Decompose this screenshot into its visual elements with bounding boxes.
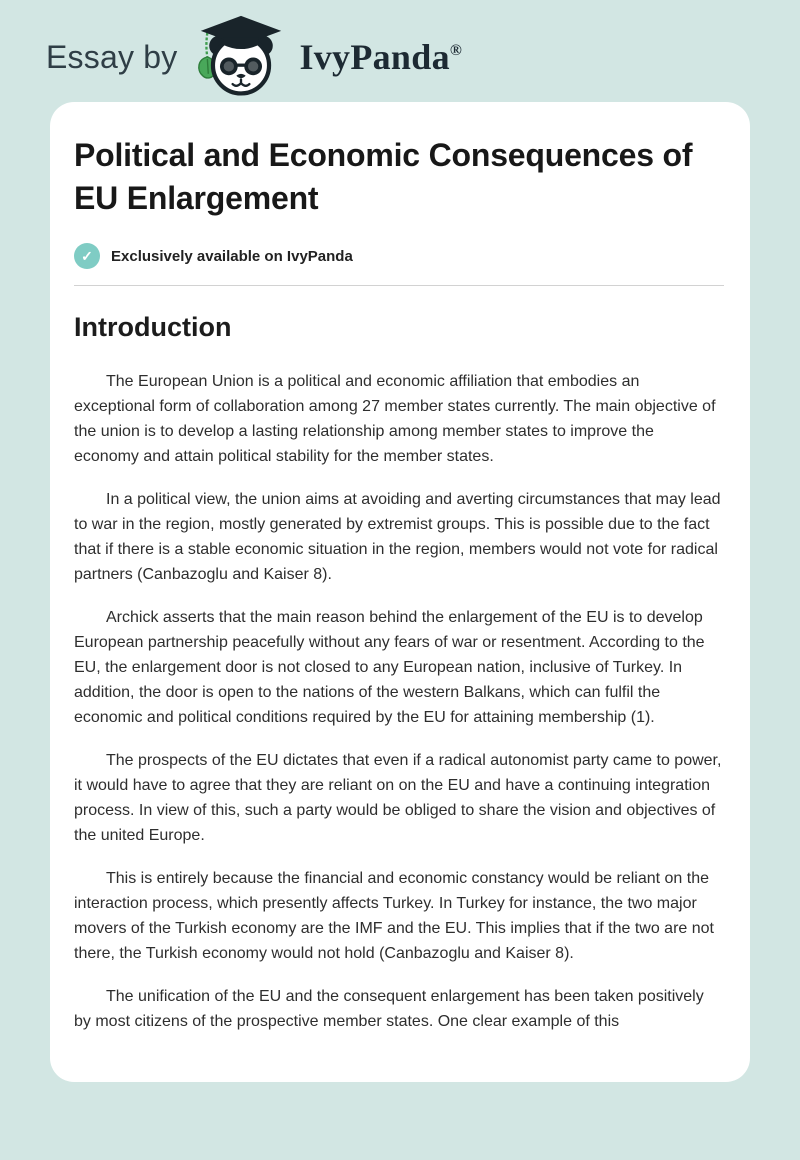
essay-by-label: Essay by [46, 38, 178, 75]
exclusive-badge-label: Exclusively available on IvyPanda [111, 247, 353, 265]
paragraph: In a political view, the union aims at avoiding and averting circumstances that may lead to war in the region, mostly generated by extremist groups. This is possible due to the fact that if there is a stable economic situation in the region, members would not vote for radical partners (Canbazoglu and Kaiser 8). [74, 491, 721, 584]
registered-trademark: ® [449, 42, 463, 59]
essay-body [74, 369, 724, 1034]
essay-card [50, 102, 750, 1082]
paragraph: The prospects of the EU dictates that even if a radical autonomist party came to power, it would have to agree that they are reliant on on the EU and have a continuing integration process. In view of this, such a party would be obliged to share the vision and objectives of the united Europe. [74, 752, 722, 845]
exclusive-badge [74, 243, 724, 269]
paragraph: Archick asserts that the main reason behind the enlargement of the EU is to develop European partnership peacefully without any fears of war or resentment. According to the EU, the enlargement door is not closed to any European nation, inclusive of Turkey. In addition, the door is open to the nations of the western Balkans, which can fulfil the economic and political conditions required by the EU for attaining membership (1). [74, 609, 705, 727]
check-icon: ✓ [74, 243, 100, 269]
page-title: Political and Economic Consequences of EU Enlargement [74, 137, 693, 216]
section-heading-introduction: Introduction [74, 312, 232, 343]
paragraph: This is entirely because the financial and economic constancy would be reliant on the interaction process, which presently affects Turkey. In Turkey for instance, the two major movers of the Turkish economy are the IMF and the EU. This implies that if the two are not there, the Turkish economy would not hold (Canbazoglu and Kaiser 8). [74, 870, 714, 963]
paragraph: The European Union is a political and economic affiliation that embodies an exceptional form of collaboration among 27 member states currently. The main objective of the union is to develop a lasting relationship among member states to improve the economy and attain political stability for the member states. [74, 373, 716, 466]
paragraph: The unification of the EU and the consequent enlargement has been taken positively by most citizens of the prospective member states. One clear example of this [74, 988, 704, 1031]
brand-wordmark: IvyPanda® [299, 37, 463, 77]
page-header [0, 0, 800, 92]
panda-graduate-icon [193, 14, 289, 100]
divider [74, 285, 724, 286]
